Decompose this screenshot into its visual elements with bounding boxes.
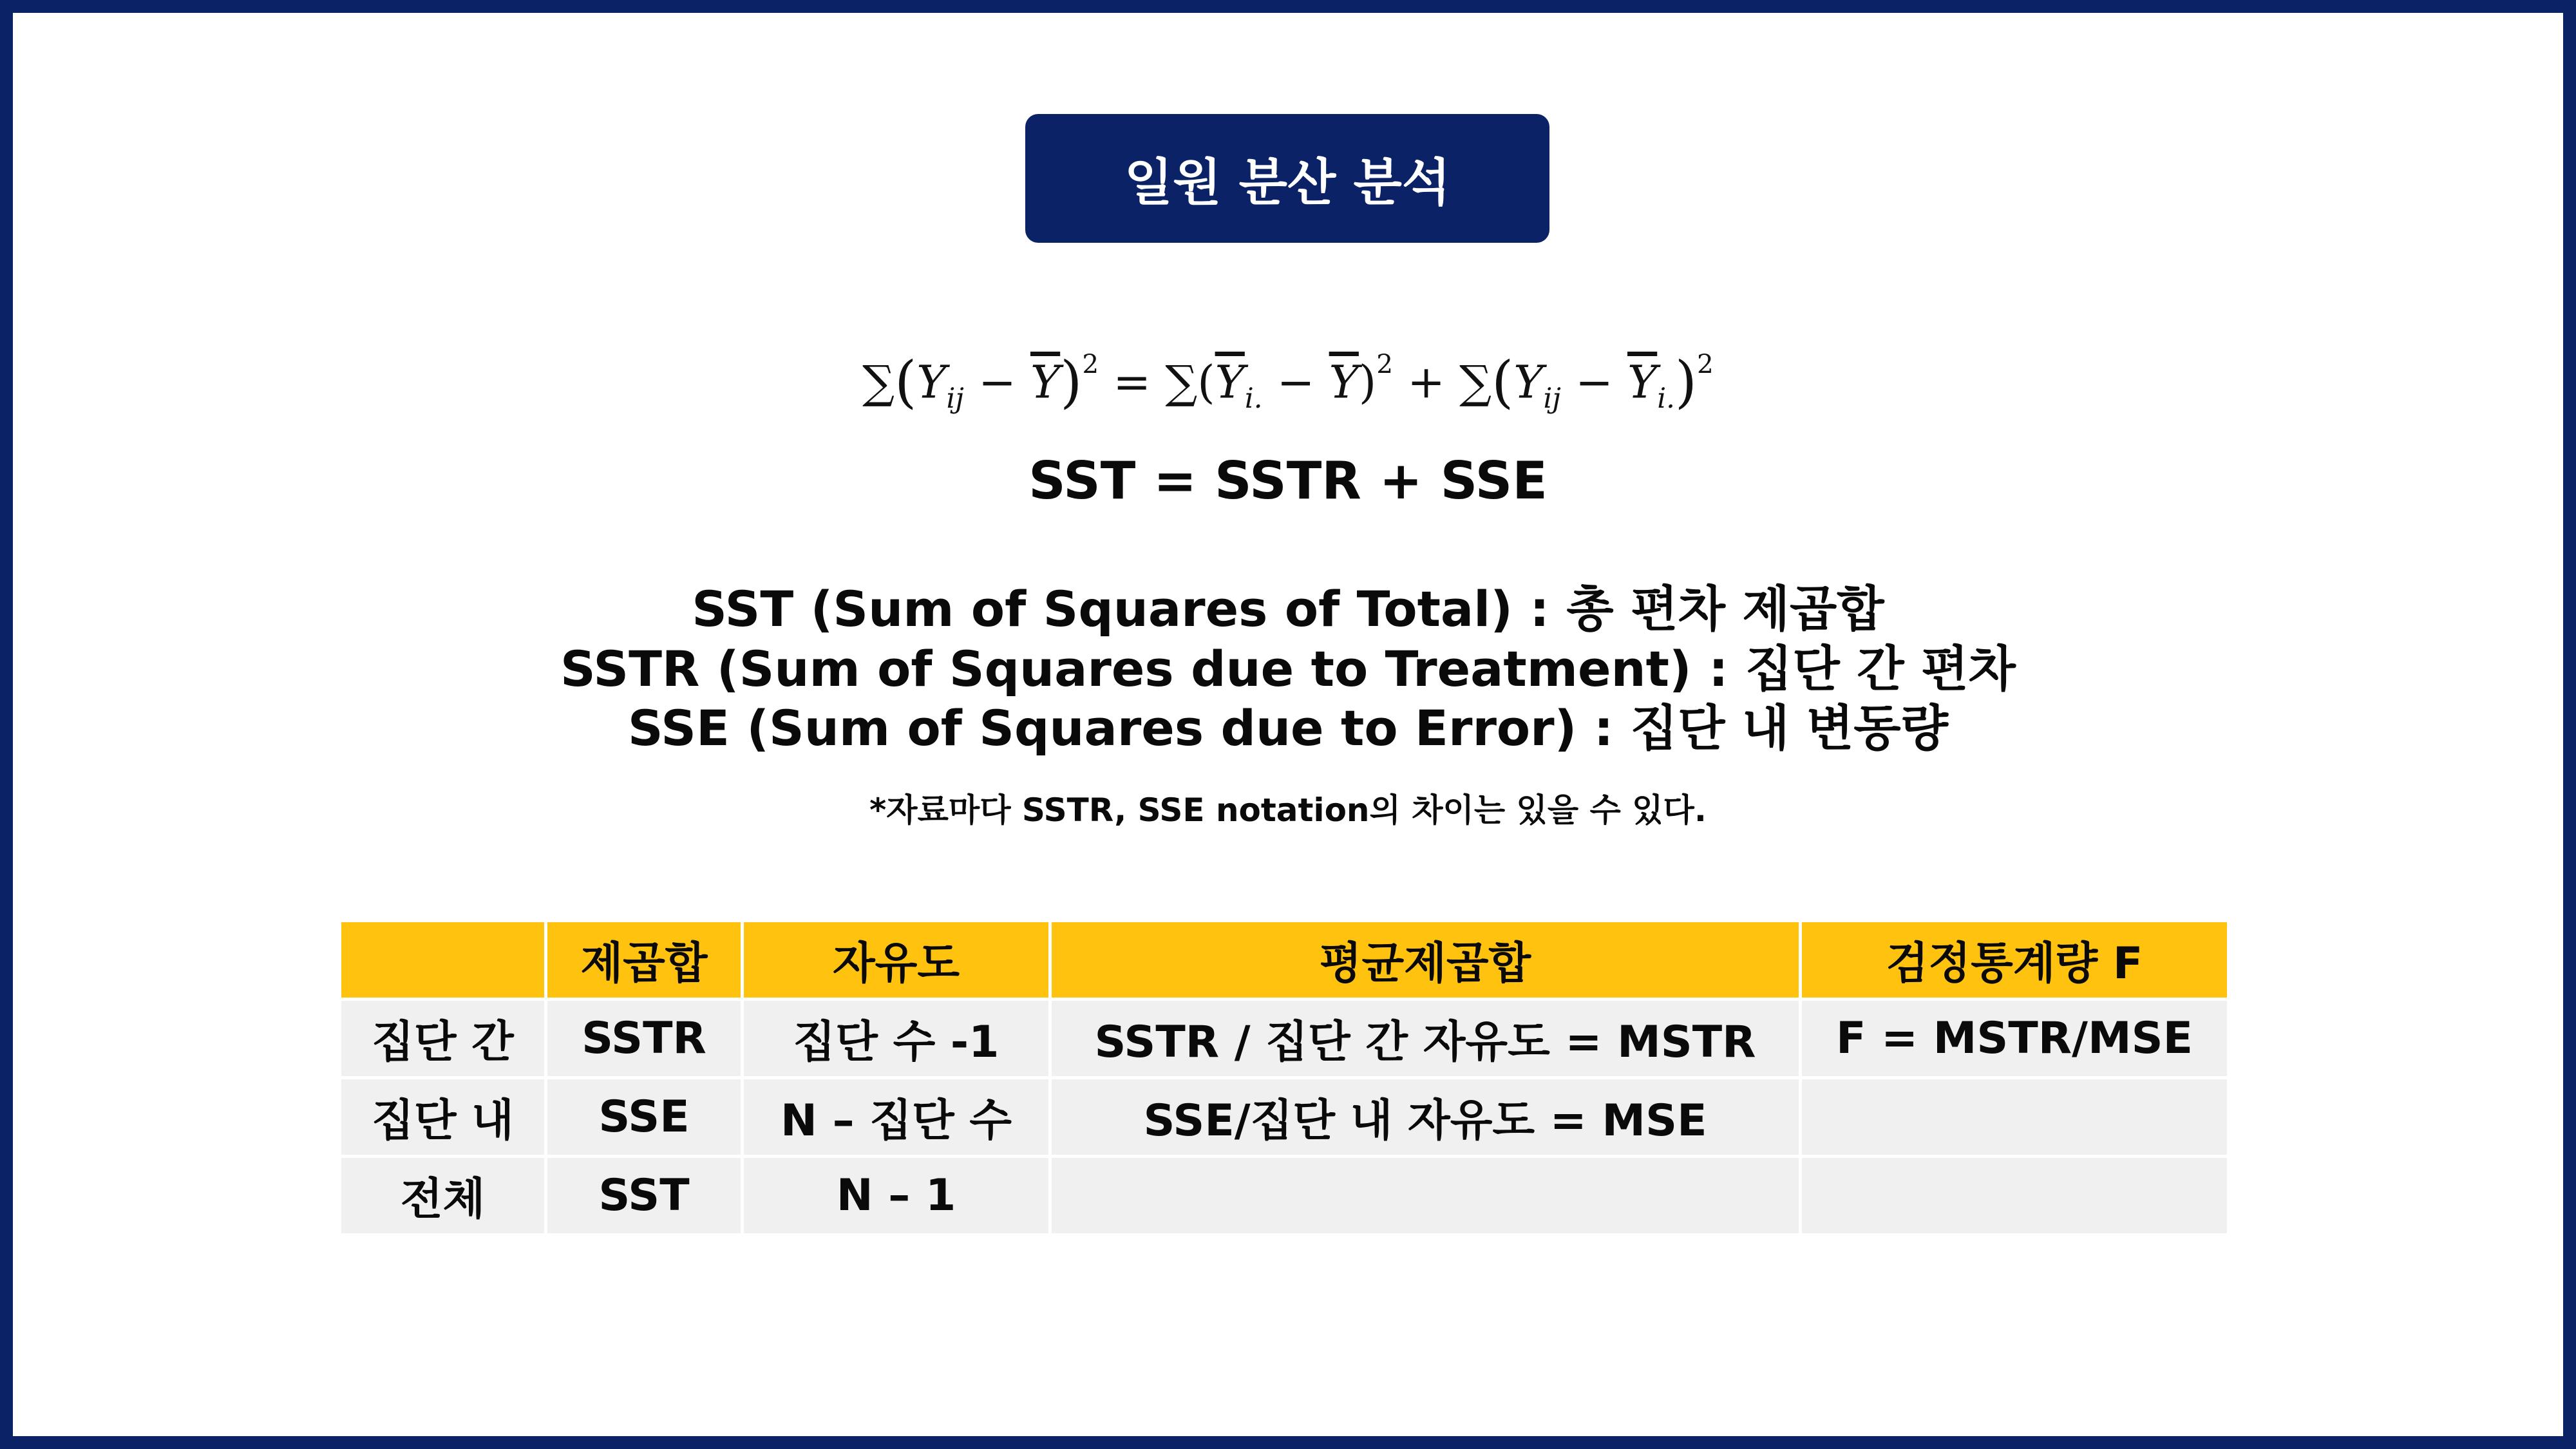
anova-table	[338, 919, 2230, 1236]
cell-sum-of-squares: SSTR	[547, 1001, 741, 1076]
cell-sum-of-squares: SST	[547, 1158, 741, 1233]
table-row	[341, 1001, 2227, 1076]
slide	[13, 13, 2563, 1436]
row-label-between: 집단 간	[341, 1001, 544, 1076]
anova-formula: $\sum(Y_{ij} - \overline{Y})^2 = \sum(\overline{Y}_{i.} - \overline{Y})^2 + \sum(Y_{ij} - \overline{Y}_{i.})^2$	[862, 348, 1714, 415]
notation-note: *자료마다 SSTR, SSE notation의 차이는 있을 수 있다.	[869, 791, 1707, 829]
cell-f-statistic	[1802, 1158, 2227, 1233]
header-cell-empty	[341, 922, 544, 998]
header-cell-sum-of-squares: 제곱합	[547, 922, 741, 998]
row-label-within: 집단 내	[341, 1079, 544, 1155]
cell-f-statistic	[1802, 1079, 2227, 1155]
table-row	[341, 1079, 2227, 1155]
table-header-row	[341, 922, 2227, 998]
header-cell-mean-square: 평균제곱합	[1052, 922, 1799, 998]
cell-degrees-of-freedom: 집단 수 -1	[744, 1001, 1048, 1076]
definition-sst: SST (Sum of Squares of Total) : 총 편차 제곱합	[692, 580, 1884, 638]
slide-title: 일원 분산 분석	[1124, 154, 1451, 212]
header-cell-f-statistic: 검정통계량 F	[1802, 922, 2227, 998]
sum-of-squares-equation: SST = SSTR + SSE	[1028, 451, 1548, 511]
table-row	[341, 1158, 2227, 1233]
cell-mean-square	[1052, 1158, 1799, 1233]
cell-f-statistic: F = MSTR/MSE	[1802, 1001, 2227, 1076]
header-cell-degrees-of-freedom: 자유도	[744, 922, 1048, 998]
cell-degrees-of-freedom: N – 집단 수	[744, 1079, 1048, 1155]
row-label-total: 전체	[341, 1158, 544, 1233]
cell-degrees-of-freedom: N – 1	[744, 1158, 1048, 1233]
cell-mean-square: SSE/집단 내 자유도 = MSE	[1052, 1079, 1799, 1155]
cell-sum-of-squares: SSE	[547, 1079, 741, 1155]
definition-sstr: SSTR (Sum of Squares due to Treatment) : 집단 간 편차	[560, 640, 2016, 697]
cell-mean-square: SSTR / 집단 간 자유도 = MSTR	[1052, 1001, 1799, 1076]
definition-sse: SSE (Sum of Squares due to Error) : 집단 내 변동량	[627, 699, 1949, 757]
title-banner	[1025, 114, 1549, 243]
